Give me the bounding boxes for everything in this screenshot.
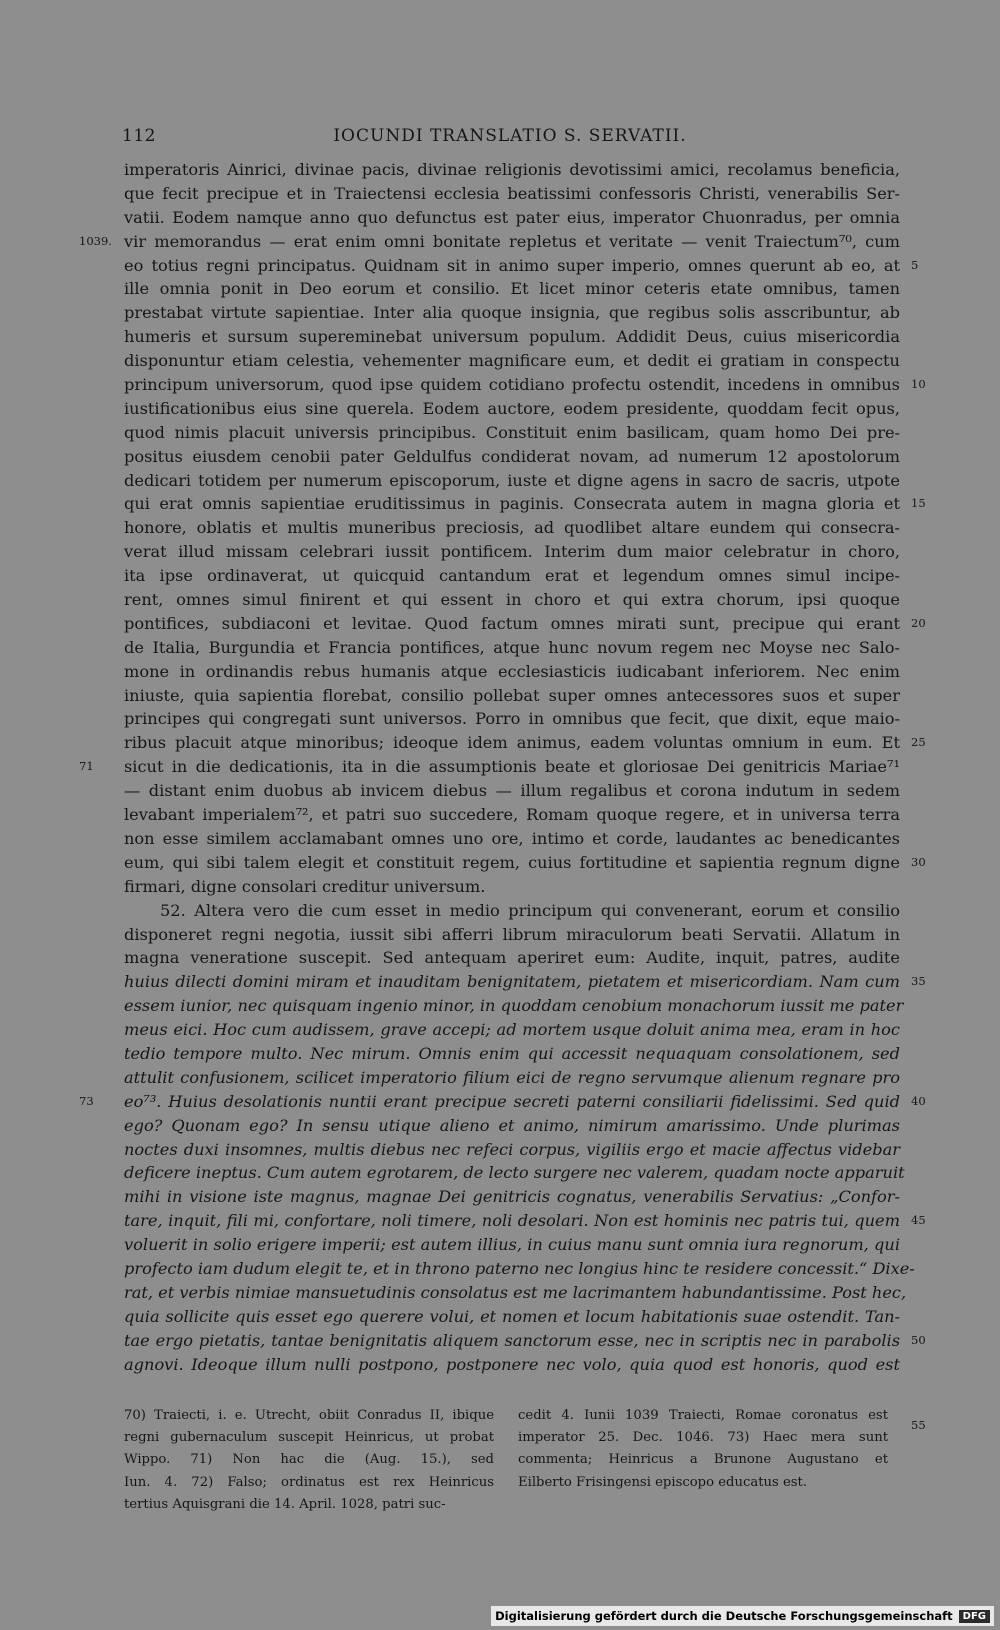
text-line xyxy=(124,612,926,636)
text-line-content: eo⁷³. Huius desolationis nuntii erant precipue secreti paterni consiliarii fidelissimi. Sed quid xyxy=(124,1091,900,1111)
text-line-content: positus eiusdem cenobii pater Geldulfus condiderat novam, ad numerum 12 apostolorum xyxy=(124,446,900,466)
margin-note: 1039. xyxy=(79,233,112,248)
text-line-content: humeris et sursum supereminebat universum populum. Addidit Deus, cuius misericordia xyxy=(124,327,900,347)
line-number: 30 xyxy=(911,854,926,869)
text-line-content: iustificationibus eius sine querela. Eodem auctore, eodem presidente, quoddam fecit opus, xyxy=(124,398,900,418)
text-line xyxy=(79,755,900,779)
footnote-line: regni gubernaculum suscepit Heinricus, ut probat xyxy=(124,1430,494,1446)
line-number: 10 xyxy=(911,377,926,392)
text-line-content: magna veneratione suscepit. Sed antequam aperiret eum: Audite, inquit, patres, audite xyxy=(124,948,900,968)
text-line-content: tae ergo pietatis, tantae benignitatis aliquem sanctorum esse, nec in scriptis nec in parabolis xyxy=(124,1330,900,1350)
text-line-content: meus eici. Hoc cum audissem, grave accepi; ad mortem usque doluit anima mea, eram in hoc xyxy=(124,1020,900,1040)
page-header xyxy=(120,126,900,150)
text-line xyxy=(124,707,900,731)
text-line xyxy=(124,254,919,278)
text-line xyxy=(124,1329,926,1353)
line-number: 35 xyxy=(911,974,926,989)
text-line xyxy=(124,277,900,301)
text-line xyxy=(124,397,900,421)
text-line-content: ille omnia ponit in Deo eorum et consilio. Et licet minor ceteris etate omnibus, tamen xyxy=(124,279,900,299)
text-line xyxy=(124,182,900,206)
text-line xyxy=(124,445,900,469)
text-line xyxy=(124,946,900,970)
page-number: 112 xyxy=(122,126,156,146)
line-number: 25 xyxy=(911,735,926,750)
footnote-line: commenta; Heinricus a Brunone Augustano et xyxy=(518,1452,888,1468)
text-line-content: principum universorum, quod ipse quidem cotidiano profectu ostendit, incedens in omnibus xyxy=(124,375,900,395)
line-number: 20 xyxy=(911,615,926,630)
funding-text: Digitalisierung gefördert durch die Deutsche Forschungsgemeinschaft xyxy=(495,1609,953,1623)
main-text xyxy=(79,158,926,1376)
text-line xyxy=(124,492,926,516)
text-line xyxy=(124,1305,900,1329)
text-line xyxy=(124,827,900,851)
text-line-content: eo totius regni principatus. Quidnam sit in animo super imperio, omnes querunt ab eo, at xyxy=(124,255,900,275)
footnotes-left-column xyxy=(124,1405,494,1516)
margin-note: 73 xyxy=(79,1093,94,1108)
footnote-line: imperator 25. Dec. 1046. 73) Haec mera sunt xyxy=(518,1430,888,1446)
footnote-line: tertius Aquisgrani die 14. April. 1028, patri suc- xyxy=(124,1496,446,1512)
text-line xyxy=(124,851,926,875)
text-line xyxy=(124,636,900,660)
text-line xyxy=(124,684,900,708)
text-line xyxy=(124,660,900,684)
margin-note: 71 xyxy=(79,759,94,774)
text-line-content: dedicari totidem per numerum episcoporum, iuste et digne agens in sacro de sacris, utpote xyxy=(124,470,900,490)
text-line-content: vir memorandus — erat enim omni bonitate repletus et veritate — venit Traiectum⁷⁰, cum xyxy=(124,231,900,251)
line-number: 50 xyxy=(911,1332,926,1347)
text-line-content: tare, inquit, fili mi, confortare, noli timere, noli desolari. Non est hominis nec patris tui, quem xyxy=(124,1211,900,1231)
funding-footer xyxy=(491,1606,994,1626)
text-line-content: eum, qui sibi talem elegit et constituit regem, cuius fortitudine et sapientia regnum digne xyxy=(124,852,900,872)
text-line xyxy=(124,1185,900,1209)
text-line-content: quia sollicite quis esset ego querere volui, et nomen et locum habitationis suae ostendit. Tan- xyxy=(124,1306,900,1326)
text-line xyxy=(124,349,900,373)
text-line xyxy=(124,803,900,827)
text-line-content: mihi in visione iste magnus, magnae Dei genitricis cognatus, venerabilis Servatius: „Confor- xyxy=(124,1187,900,1207)
line-number: 15 xyxy=(911,496,926,511)
text-line-content: disponuntur etiam celestia, vehementer magnificare eum, et dedit ei gratiam in conspectu xyxy=(124,351,900,371)
text-line-content: tedio tempore multo. Nec mirum. Omnis enim qui accessit nequaquam consolationem, sed xyxy=(124,1043,900,1063)
text-line-content: non esse similem acclamabant omnes uno ore, intimo et corde, laudantes ac benedicantes xyxy=(124,828,900,848)
text-line-content: huius dilecti domini miram et inauditam benignitatem, pietatem et misericordiam. Nam cum xyxy=(124,972,900,992)
footnote-line: Wippo. 71) Non hac die (Aug. 15.), sed xyxy=(124,1452,494,1468)
text-line xyxy=(124,875,900,899)
text-line-content: levabant imperialem⁷², et patri suo succedere, Romam quoque regere, et in universa terra xyxy=(124,805,900,825)
text-line xyxy=(79,230,900,254)
text-line xyxy=(124,1353,900,1377)
text-line-content: attulit confusionem, scilicet imperatorio filium eici de regno servumque alienum regnare pro xyxy=(124,1067,900,1087)
text-line-content: noctes duxi insomnes, multis diebus nec refeci corpus, vigiliis ergo et macie affectus videbar xyxy=(124,1139,900,1159)
text-line xyxy=(124,899,900,923)
text-line-content: firmari, digne consolari creditur universum. xyxy=(124,876,486,896)
text-line-content: disponeret regni negotia, iussit sibi afferri librum miraculorum beati Servatii. Allatum in xyxy=(124,924,900,944)
line-number: 40 xyxy=(911,1093,926,1108)
line-number: 5 xyxy=(911,257,919,272)
text-line xyxy=(124,206,900,230)
text-line xyxy=(124,731,926,755)
text-line-content: deficere ineptus. Cum autem egrotarem, de lecto surgere nec valerem, quadam nocte apparuit xyxy=(124,1163,905,1183)
text-line-content: mone in ordinandis rebus humanis atque ecclesiasticis iudicabant inferiorem. Nec enim xyxy=(124,661,900,681)
text-line-content: verat illud missam celebrari iussit pontificem. Interim dum maior celebratur in choro, xyxy=(124,542,900,562)
text-line-content: que fecit precipue et in Traiectensi ecclesia beatissimi confessoris Christi, venerabilis Ser- xyxy=(124,183,900,203)
text-line xyxy=(124,970,926,994)
text-line xyxy=(124,373,926,397)
text-line xyxy=(124,994,904,1018)
dfg-logo: DFG xyxy=(959,1610,990,1623)
text-line-content: imperatoris Ainrici, divinae pacis, divinae religionis devotissimi amici, recolamus beneficia, xyxy=(124,160,900,179)
text-line xyxy=(124,588,900,612)
text-line xyxy=(124,779,900,803)
text-line xyxy=(124,1209,926,1233)
footnotes-right-column xyxy=(518,1405,888,1494)
running-title: IOCUNDI TRANSLATIO S. SERVATII. xyxy=(333,126,687,146)
text-line xyxy=(124,923,900,947)
text-line xyxy=(124,1018,900,1042)
text-line-content: voluerit in solio erigere imperii; est autem illius, in cuius manu sunt omnia iura regnorum, qui xyxy=(124,1235,900,1255)
text-line xyxy=(124,469,900,493)
footnote-line: cedit 4. Iunii 1039 Traiecti, Romae coronatus est xyxy=(518,1408,888,1423)
text-line xyxy=(124,1257,915,1281)
text-line xyxy=(124,1233,900,1257)
footnote-line-number: 55 xyxy=(911,1418,926,1432)
text-line xyxy=(124,301,900,325)
text-line-content: agnovi. Ideoque illum nulli postpono, postponere nec volo, quia quod est honoris, quod est xyxy=(124,1354,900,1374)
text-line xyxy=(79,1090,926,1114)
text-line-content: quod nimis placuit universis principibus. Constituit enim basilicam, quam homo Dei pre- xyxy=(124,422,900,442)
text-line xyxy=(124,325,900,349)
text-line xyxy=(124,516,900,540)
text-line-content: iniuste, quia sapientia florebat, consilio pollebat super omnes antecessores suos et super xyxy=(124,685,900,705)
text-line-content: qui erat omnis sapientiae eruditissimus in paginis. Consecrata autem in magna gloria et xyxy=(124,494,900,514)
text-line-content: pontifices, subdiaconi et levitae. Quod factum omnes mirati sunt, precipue qui erant xyxy=(124,613,900,633)
text-line-content: principes qui congregati sunt universos. Porro in omnibus que fecit, que dixit, eque maio- xyxy=(124,709,900,729)
text-line-content: rat, et verbis nimiae mansuetudinis consolatus est me lacrimantem habundantissime. Post hec, xyxy=(124,1282,907,1302)
text-line-content: vatii. Eodem namque anno quo defunctus est pater eius, imperator Chuonradus, per omnia xyxy=(124,207,900,227)
text-line xyxy=(124,1161,905,1185)
text-line xyxy=(124,564,900,588)
text-line xyxy=(124,1114,900,1138)
text-line-content: prestabat virtute sapientiae. Inter alia quoque insignia, que regibus solis asscribuntur, ab xyxy=(124,303,900,323)
footnote-line: Eilberto Frisingensi episcopo educatus est. xyxy=(518,1474,808,1490)
text-line-content: essem iunior, nec quisquam ingenio minor, in quoddam cenobium monachorum iussit me pater xyxy=(124,996,904,1016)
text-line-content: — distant enim duobus ab invicem diebus — illum regalibus et corona indutum in sedem xyxy=(124,781,900,801)
footnote-line: 70) Traiecti, i. e. Utrecht, obiit Conradus II, ibique xyxy=(124,1408,494,1423)
text-line-content: 52. Altera vero die cum esset in medio principum qui convenerant, eorum et consilio xyxy=(160,900,900,920)
text-line xyxy=(124,421,900,445)
text-line xyxy=(124,1138,900,1162)
text-line-content: ita ipse ordinaverat, ut quicquid cantandum erat et legendum omnes simul incipe- xyxy=(124,566,900,586)
text-line xyxy=(124,1042,900,1066)
text-line-content: rent, omnes simul finirent et qui essent in choro et qui extra chorum, ipsi quoque xyxy=(124,590,900,610)
text-line-content: sicut in die dedicationis, ita in die assumptionis beate et gloriosae Dei genitricis Mariae⁷¹ xyxy=(124,757,900,777)
text-line-content: ribus placuit atque minoribus; ideoque idem animus, eadem voluntas omnium in eum. Et xyxy=(124,733,900,753)
text-line-content: honore, oblatis et multis muneribus preciosis, ad quodlibet altare eundem qui consecra- xyxy=(124,518,900,538)
text-line xyxy=(124,1281,907,1305)
text-line xyxy=(124,1066,900,1090)
footnote-line: Iun. 4. 72) Falso; ordinatus est rex Heinricus xyxy=(124,1474,494,1490)
text-line xyxy=(124,158,900,182)
text-line-content: profecto iam dudum elegit te, et in throno paterno nec longius hinc te residere concessit.“ Dixe- xyxy=(124,1258,915,1278)
text-line xyxy=(124,540,900,564)
text-line-content: ego? Quonam ego? In sensu utique alieno et animo, nimirum amarissimo. Unde plurimas xyxy=(124,1115,900,1135)
line-number: 45 xyxy=(911,1213,926,1228)
text-line-content: de Italia, Burgundia et Francia pontifices, atque hunc novum regem nec Moyse nec Salo- xyxy=(124,637,900,657)
